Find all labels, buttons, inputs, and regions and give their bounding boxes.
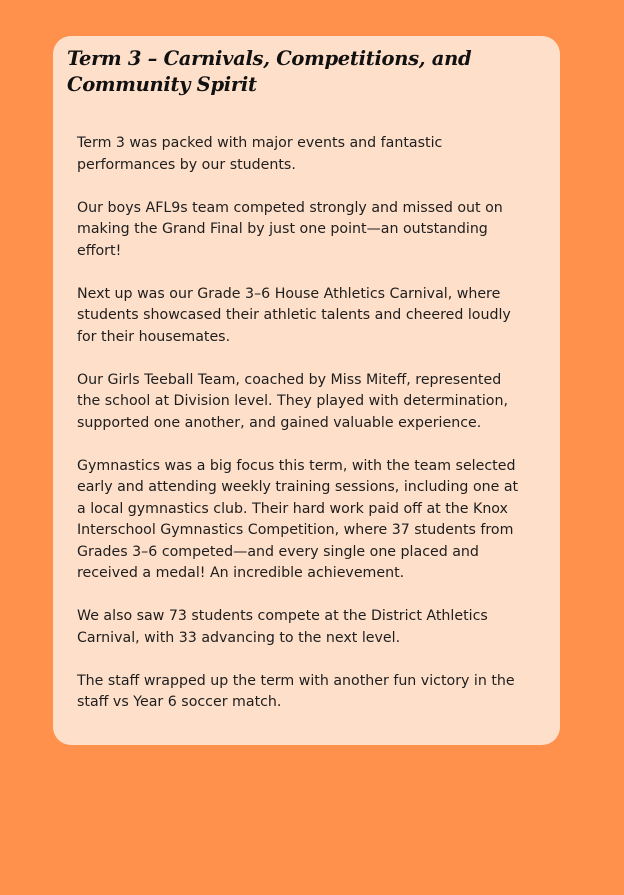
card-body bbox=[77, 133, 527, 735]
paragraph-house-athletics: Next up was our Grade 3–6 House Athletics Carnival, where students showcased their athletic talents and cheered loudly for their housemates. bbox=[77, 285, 511, 345]
paragraph-afl9s: Our boys AFL9s team competed strongly and missed out on making the Grand Final by just one point—an outstanding effort! bbox=[77, 199, 503, 259]
paragraph-gymnastics: Gymnastics was a big focus this term, with the team selected early and attending weekly training sessions, including one at a local gymnastics club. Their hard work paid off at the Knox Interschool Gymnastics Competition, where 37 students from Grades 3–6 competed—and every single one placed and received a medal! An incredible achievement. bbox=[77, 457, 519, 581]
paragraph-intro: Term 3 was packed with major events and fantastic performances by our students. bbox=[77, 135, 443, 173]
paragraph-staff-soccer: The staff wrapped up the term with another fun victory in the staff vs Year 6 soccer match. bbox=[77, 672, 515, 710]
paragraph-district-athletics: We also saw 73 students compete at the District Athletics Carnival, with 33 advancing to the next level. bbox=[77, 608, 488, 646]
paragraph-teeball: Our Girls Teeball Team, coached by Miss Miteff, represented the school at Division level. They played with determination, supported one another, and gained valuable experience. bbox=[77, 371, 508, 431]
term3-card bbox=[53, 36, 560, 745]
card-title: Term 3 – Carnivals, Competitions, and Community Spirit bbox=[67, 47, 472, 96]
